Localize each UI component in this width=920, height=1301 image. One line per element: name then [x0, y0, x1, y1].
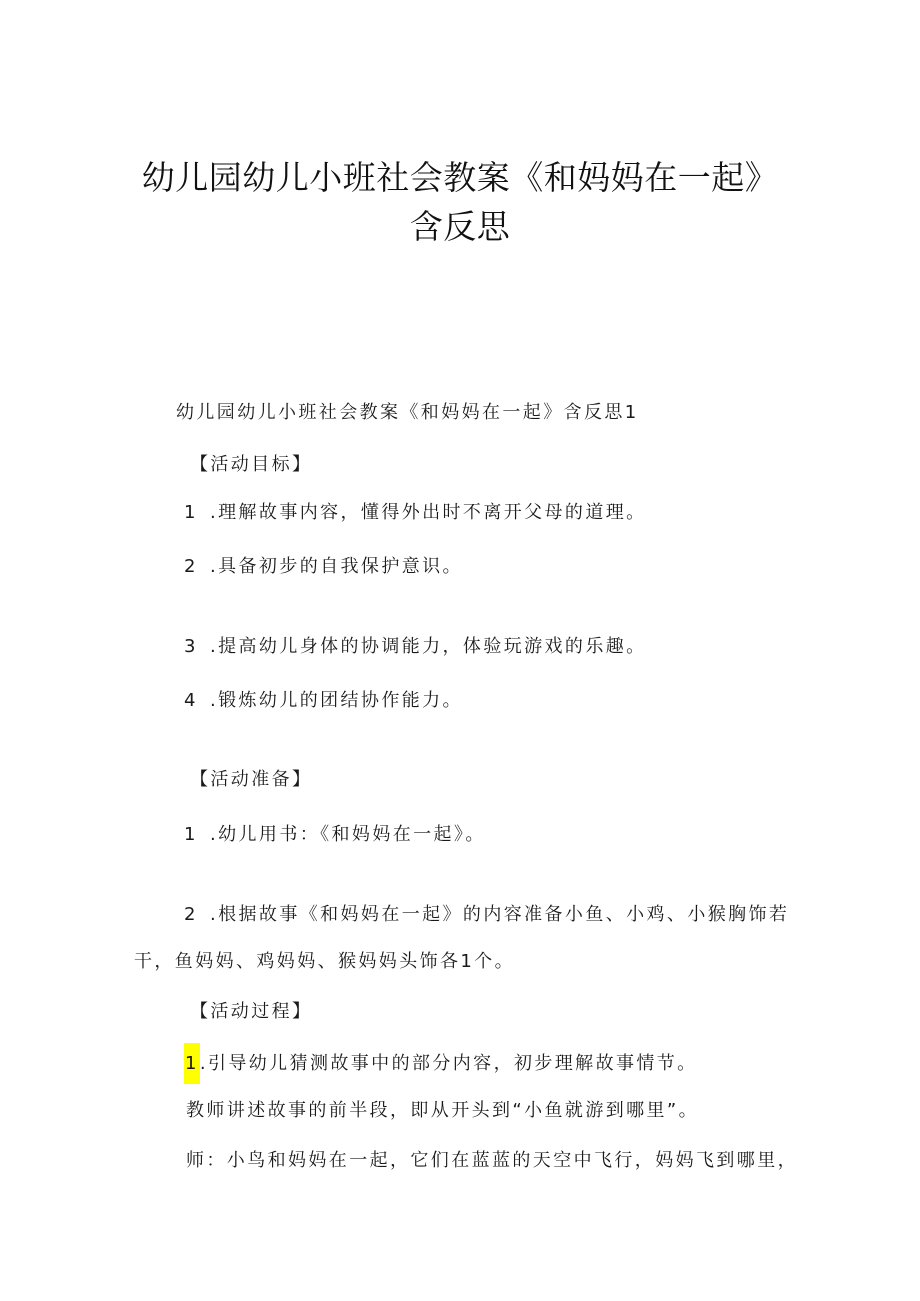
process-heading: 【活动过程】	[190, 1001, 313, 1022]
goal-item-2	[184, 552, 463, 578]
goal-item-text: .提高幼儿身体的协调能力，体验玩游戏的乐趣。	[210, 636, 647, 657]
process-paragraph-1: 教师讲述故事的前半段，即从开头到“小鱼就游到哪里”。	[186, 1100, 700, 1121]
preparation-item-1	[184, 820, 486, 846]
goal-item-number: 2	[184, 556, 198, 577]
goal-item-4	[184, 686, 463, 712]
goal-item-number: 3	[184, 636, 198, 657]
preparation-item-number: 1	[184, 824, 198, 845]
process-step-1	[184, 1043, 698, 1084]
goals-heading: 【活动目标】	[190, 454, 313, 475]
highlighted-step-number: 1	[184, 1043, 200, 1084]
document-title-line2: 含反思	[409, 207, 511, 246]
goal-item-text: .理解故事内容，懂得外出时不离开父母的道理。	[210, 502, 647, 523]
process-step-text: .引导幼儿猜测故事中的部分内容，初步理解故事情节。	[199, 1053, 698, 1074]
document-title-line1: 幼儿园幼儿小班社会教案《和妈妈在一起》	[141, 158, 779, 197]
goal-item-text: .锻炼幼儿的团结协作能力。	[210, 690, 463, 711]
preparation-item-number: 2	[184, 904, 198, 925]
preparation-heading: 【活动准备】	[190, 769, 313, 790]
goal-item-number: 4	[184, 690, 198, 711]
preparation-item-2-line2: 干，鱼妈妈、鸡妈妈、猴妈妈头饰各1个。	[134, 951, 516, 972]
goal-item-3	[184, 632, 647, 658]
process-paragraph-2: 师：小鸟和妈妈在一起，它们在蓝蓝的天空中飞行，妈妈飞到哪里，	[186, 1150, 798, 1171]
goal-item-text: .具备初步的自我保护意识。	[210, 556, 463, 577]
section-subtitle: 幼儿园幼儿小班社会教案《和妈妈在一起》含反思1	[176, 402, 639, 423]
goal-item-1	[184, 498, 647, 524]
preparation-item-text: .根据故事《和妈妈在一起》的内容准备小鱼、小鸡、小猴胸饰若	[210, 904, 790, 925]
preparation-item-2-line1	[184, 900, 789, 926]
preparation-item-text: .幼儿用书：《和妈妈在一起》。	[210, 824, 486, 845]
goal-item-number: 1	[184, 502, 198, 523]
